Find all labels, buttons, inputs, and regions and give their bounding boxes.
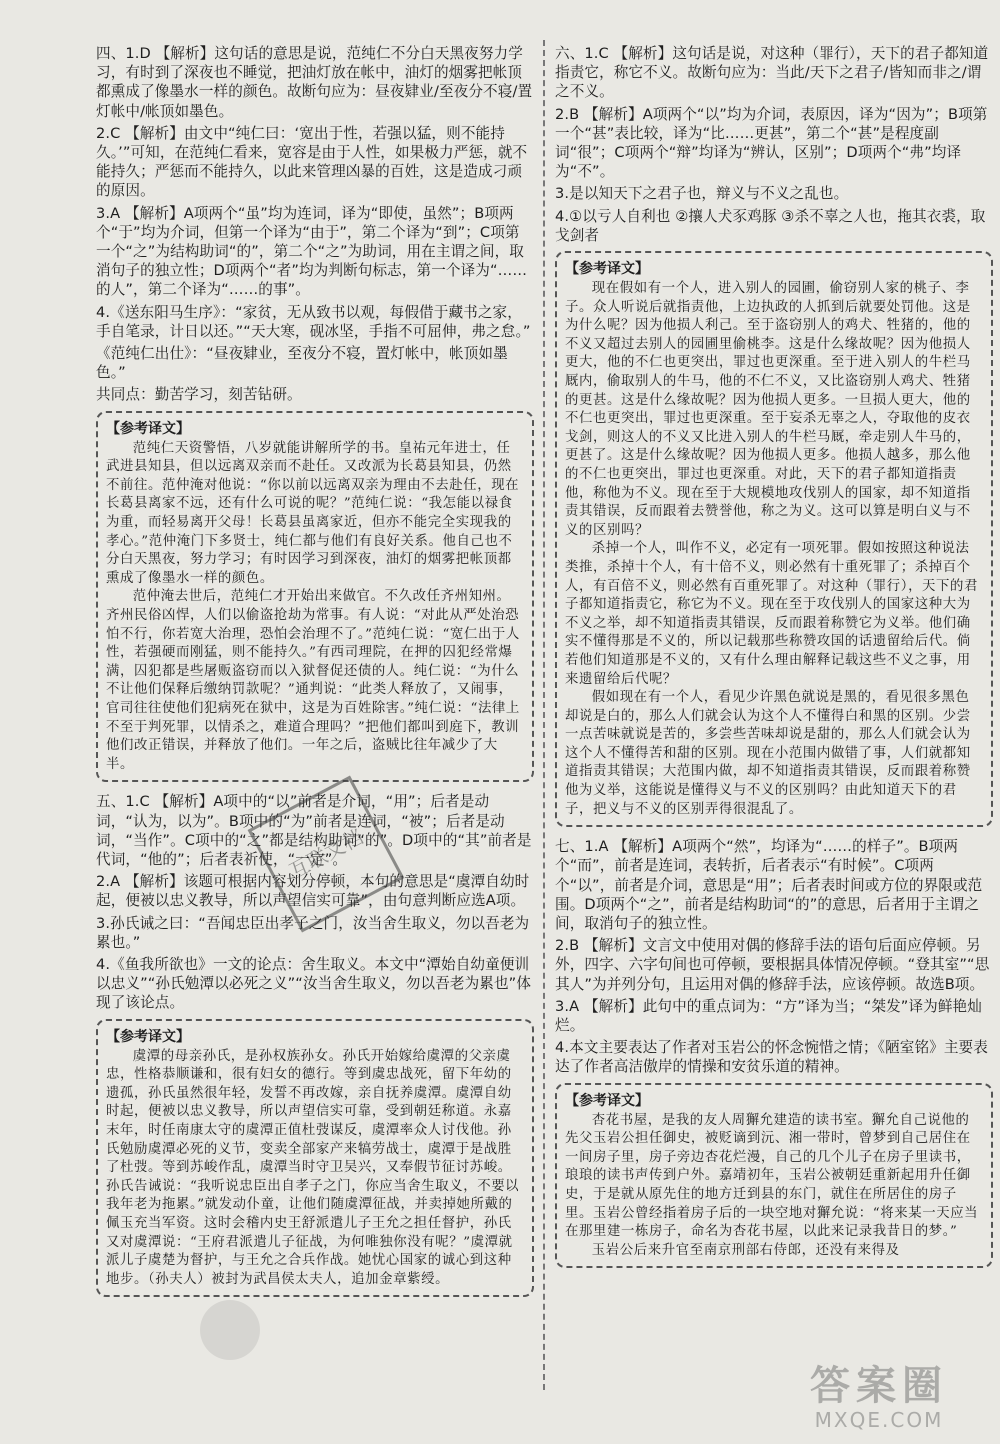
translation-paragraph: 杀掉一个人，叫作不义，必定有一项死罪。假如按照这种说法类推，杀掉十个人，有十倍不义，则必然有十重死罪了；杀掉百个人，有百倍不义，则必然有百重死罪了。对这种（罪行），天下的君子都知道指责它，称它为不义。现在至于攻伐别人的国家这种大为不义之举，却不知道指责其错误，反而跟着称赞它为义举。他们确实不懂得那是不义的，所以记载那些称赞攻国的话遗留给后代。倘若他们知道那是不义的，又有什么理由解释记载这些不义之事，用来遗留给后代呢？ xyxy=(565,541,979,687)
right-column xyxy=(555,44,993,1278)
translation-paragraph: 范仲淹去世后，范纯仁才开始出来做官。不久改任齐州知州。齐州民俗凶悍，人们以偷盗抢劫为常事。有人说：“对此从严处治恐怕不行，你若宽大治理，恐怕会治理不了。”范纯仁说：“宽仁出于人性，若强硬而刚猛，则不能持久。”有西司理院，在押的囚犯经常爆满，囚犯都是些屠贩盗窃而以入狱督促还债的人。纯仁说：“为什么不让他们保释后缴纳罚款呢？”通判说：“此类人释放了，又闹事，官司往往使他们犯病死在狱中，这是为百姓除害。”纯仁说：“法律上不至于判死罪，以情杀之，难道合理吗？”把他们都叫到庭下，教训他们改正错误，并释放了他们。一年之后，盗贼比往年减少了大半。 xyxy=(106,589,520,772)
translation-paragraph: 假如现在有一个人，看见少许黑色就说是黑的，看见很多黑色却说是白的，那么人们就会认为这个人不懂得白和黑的区别。少尝一点苦味就说是苦的，多尝些苦味却说是甜的，那么人们就会认为这个人不懂得苦和甜的区别。现在小范围内做错了事，人们就都知道指责其错误；大范围内做，却不知道指责其错误，反而跟着称赞他为义举，这能说是懂得义与不义的区别吗？由此知道天下的君子，把义与不义的区别弄得很混乱了。 xyxy=(565,690,971,817)
reference-translation-title: 【参考译文】 xyxy=(565,1090,649,1110)
reference-translation-title: 【参考译文】 xyxy=(106,1026,190,1046)
column-divider xyxy=(543,40,545,1390)
reference-translation-title: 【参考译文】 xyxy=(565,258,649,278)
translation-paragraph: 玉岩公后来升官至南京刑部右侍郎，还没有来得及 xyxy=(591,1242,900,1258)
answer-7-1: 七、1.A 【解析】A项两个“然”，均译为“……的样子”。B项两个“而”，前者是连词，表转折，后者表示“有时候”。C项两个“以”，前者是介词，意思是“用”；后者表时间或方位的界限或范围。D项两个“之”，前者是结构助词“的”的意思，后者用于主谓之间，取消句子的独立性。 xyxy=(555,838,983,933)
answer-5-4: 4.《鱼我所欲也》一文的论点：舍生取义。本文中“潭始自幼童便训以忠义”“孙氏勉潭以必死之义”“汝当舍生取义，勿以吾老为累也”体现了该论点。 xyxy=(96,955,532,1012)
answer-4-4c: 共同点：勤苦学习，刻苦钻研。 xyxy=(96,386,302,404)
answer-6-2: 2.B 【解析】A项两个“以”均为介词，表原因，译为“因为”；B项第一个“甚”表比较，译为“比……更甚”，第二个“甚”是程度副词“很”；C项两个“辩”均译为“辨认，区别”；D项两个“弗”均译为“不”。 xyxy=(555,105,988,181)
answer-6-4: 4.①以亏人自利也 ②攘人犬豕鸡豚 ③杀不辜之人也，拖其衣裘，取戈剑者 xyxy=(555,207,986,244)
translation-paragraph: 杏花书屋，是我的友人周獬允建造的读书室。獬允自己说他的先父玉岩公担任御史，被贬谪到沅、湘一带时，曾梦到自己居住在一间房子里，房子旁边杏花烂漫，自己的几个儿子在房子里读书，琅琅的读书声传到户外。嘉靖初年，玉岩公被朝廷重新起用升任御史，于是就从原先住的地方迁到县的东门，就住在所居住的房子里。玉岩公曾经指着房子后的一块空地对獬允说：“将来某一天应当在那里建一栋房子，命名为杏花书屋，以此来记录我昔日的梦。” xyxy=(565,1112,979,1240)
reference-translation-title: 【参考译文】 xyxy=(106,418,190,438)
reference-translation-box-5 xyxy=(96,1019,534,1298)
answer-6-1: 六、1.C 【解析】这句话是说，对这种（罪行），天下的君子都知道指责它，称它不义。故断句应为：当此/天下之君子/皆知而非之/谓之不义。 xyxy=(555,45,989,101)
reference-translation-box-6 xyxy=(555,251,993,827)
answer-7-2: 2.B 【解析】文言文中使用对偶的修辞手法的语句后面应停顿。另外，四字、六字句间也可停顿，要根据具体情况停顿。“登其室”“思其人”为并列分句，且运用对偶的修辞手法，应该停顿。故选B项。 xyxy=(555,937,990,993)
answer-7-4: 4.本文主要表达了作者对玉岩公的怀念惋惜之情；《陋室铭》主要表达了作者高洁傲岸的情操和安贫乐道的精神。 xyxy=(555,1039,988,1076)
answer-5-2: 2.A 【解析】该题可根据内容划分停顿，本句的意思是“虞潭自幼时起，便被以忠义教导，所以声望信实可靠”，由句意判断应选A项。 xyxy=(96,873,530,910)
translation-paragraph: 范纯仁天资警悟，八岁就能讲解所学的书。皇祐元年进士，任武进县知县，但以远离双亲而不赴任。又改派为长葛县知县，仍然不前往。范仲淹对他说：“你以前以远离双亲为理由不去赴任，现在长葛县离家不远，还有什么可说的呢？”范纯仁说：“我怎能以禄食为重，而轻易离开父母！长葛县虽离家近，但亦不能完全实现我的孝心。”范仲淹门下多贤士，纯仁都与他们有良好关系。他自己也不分白天黑夜，努力学习；有时因学习到深夜，油灯的烟雾把帐顶都熏成了像墨水一样的颜色。 xyxy=(106,440,520,586)
answer-6-3: 3.是以知天下之君子也，辩义与不义之乱也。 xyxy=(555,185,849,203)
answer-7-3: 3.A 【解析】此句中的重点词为：“方”译为当；“桀发”译为鲜艳灿烂。 xyxy=(555,997,982,1035)
translation-paragraph: 现在假如有一个人，进入别人的园圃，偷窃别人家的桃子、李子。众人听说后就指责他，上边执政的人抓到后就要处罚他。这是为什么呢？因为他损人利己。至于盗窃别人的鸡犬、牲猪的，他的不义又超过去别人的园圃里偷桃李。这是什么缘故呢？因为他损人更大，他的不仁也更突出，罪过也更深重。至于进入别人的牛栏马厩内，偷取别人的牛马，他的不仁不义，又比盗窃别人鸡犬、牲猪的更甚。这是什么缘故呢？因为他损人更多。一旦损人更大，他的不仁也更突出，罪过也更深重。至于妄杀无辜之人，夺取他的皮衣戈剑，则这人的不义又比进入别人的牛栏马厩，牵走别人牛马的，更甚了。这是什么缘故呢？因为他损人更多。他损人越多，那么他的不仁也更突出，罪过也更深重。对此，天下的君子都知道指责他，称他为不义。现在至于大规模地攻伐别人的国家，却不知道指责其错误，反而跟着去赞誉他，称之为义。这可以算是明白义与不义的区别吗？ xyxy=(565,281,971,538)
reference-translation-box-4 xyxy=(96,411,534,783)
translation-paragraph: 虞潭的母亲孙氏，是孙权族孙女。孙氏开始嫁给虞潭的父亲虞忠，性格恭顺谦和，很有妇女的德行。等到虞忠战死，留下年幼的遗孤，孙氏虽然很年轻，发誓不再改嫁，亲自抚养虞潭。虞潭自幼时起，便被以忠义教导，所以声望信实可靠，受到朝廷称道。永嘉末年，时任南康太守的虞潭正值杜弢谋反，虞潭率众人讨伐他。孙氏勉励虞潭必死的义节，变卖全部家产来犒劳战士，虞潭于是战胜了杜弢。等到苏峻作乱，虞潭当时守卫吴兴，又奉假节征讨苏峻。孙氏告诫说：“我听说忠臣出自孝子之门，你应当舍生取义，不要以我年老为拖累。”就发动仆童，让他们随虞潭征战，并卖掉她所戴的佩玉充当军资。这时会稽内史王舒派遣儿子王允之担任督护，孙氏又对虞潭说：“王府君派遣儿子征战，为何唯独你没有呢？”虞潭就派儿子虞楚为督护，与王允之合兵作战。她忧心国家的诚心到这种地步。（孙夫人）被封为武昌侯太夫人，追加金章紫绶。 xyxy=(106,1048,520,1287)
answer-4-2: 2.C 【解析】由文中“纯仁曰：‘宽出于性，若强以猛，则不能持久。’”可知，在范纯仁看来，宽容是由于人性，如果极力严惩，就不能持久；严惩而不能持久，以此来管理凶暴的百姓，这是造成刁顽的原因。 xyxy=(96,124,528,200)
answer-4-1: 四、1.D 【解析】这句话的意思是说，范纯仁不分白天黑夜努力学习，有时到了深夜也不睡觉，把油灯放在帐中，油灯的烟雾把帐顶都熏成了像墨水一样的颜色。故断句应为：昼夜肄业/至夜分不寝/置灯帐中/帐顶如墨色。 xyxy=(96,45,533,120)
answer-5-1: 五、1.C 【解析】A项中的“以”前者是介词，“用”；后者是动词，“认为，以为”。B项中的“为”前者是连词，“被”；后者是动词，“当作”。C项中的“之”都是结构助词“的”。D项中的“其”前者是代词，“他的”；后者表祈使，“一定”。 xyxy=(96,793,532,868)
left-column xyxy=(96,44,534,1307)
answer-5-3: 3.孙氏诫之曰：“吾闻忠臣出孝子之门，汝当舍生取义，勿以吾老为累也。” xyxy=(96,914,530,951)
ink-stamp: 互联文档 xyxy=(248,776,405,933)
answer-4-4b: 《范纯仁出仕》：“昼夜肄业，至夜分不寝，置灯帐中，帐顶如墨色。” xyxy=(96,345,508,382)
answer-4-3: 3.A 【解析】A项两个“虽”均为连词，译为“即使，虽然”；B项两个“于”均为介词，但第一个译为“由于”，第二个译为“到”；C项第一个“之”为结构助词“的”，第二个“之”为助词，用在主谓之间，取消句子的独立性；D项两个“者”均为判断句标志，第一个译为“……的人”，第二个译为“……的事”。 xyxy=(96,204,528,299)
site-watermark-logo: 答案圈 MXQE.COM xyxy=(810,1363,948,1432)
answer-4-4a: 4.《送东阳马生序》：“家贫，无从致书以观，每假借于藏书之家，手自笔录，计日以还。”“天大寒，砚冰坚，手指不可屈伸，弗之怠。” xyxy=(96,303,531,340)
page-number-shadow xyxy=(200,1300,260,1360)
reference-translation-box-7 xyxy=(555,1083,993,1269)
